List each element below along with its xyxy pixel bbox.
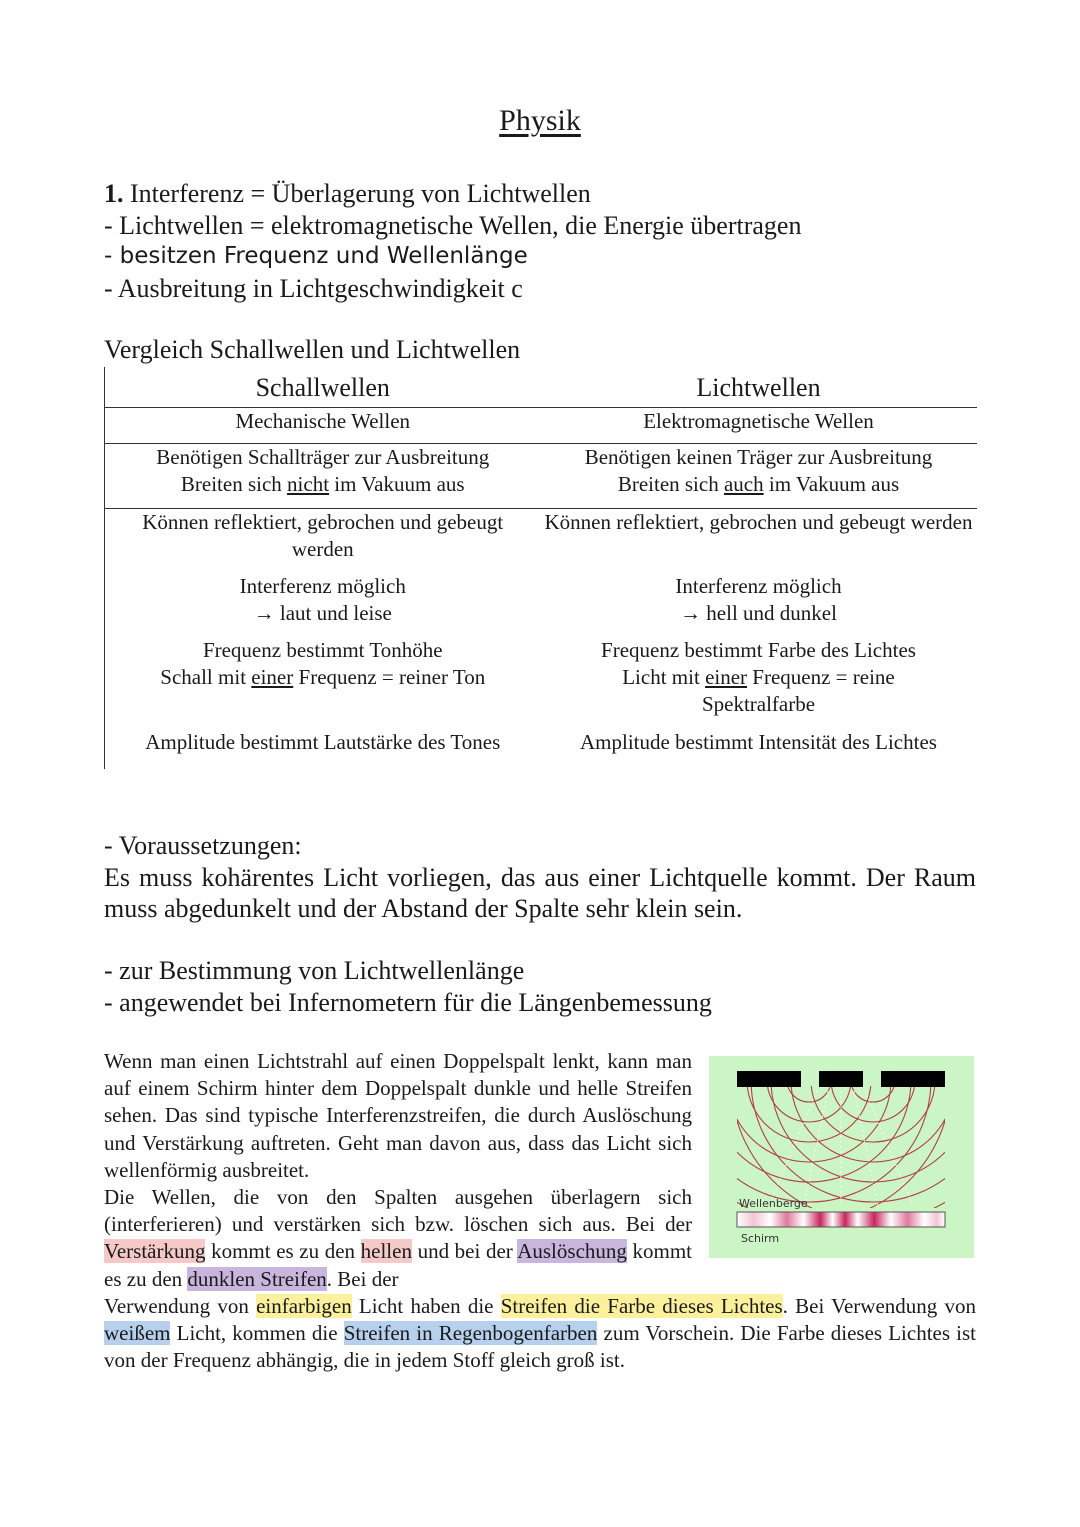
intro-line-2: - Lichtwellen = elektromagnetische Wellen, die Energie übertragen [104, 210, 802, 240]
text-fragment: kommt es zu den [205, 1239, 361, 1264]
table-row [105, 729, 977, 769]
text-fragment: Die Wellen, die von den Spalten ausgehen überlagern sich (interferieren) und verstärken sich bzw. löschen sich aus. Bei der [104, 1185, 692, 1237]
text-fragment: kommt es zu den [104, 1239, 693, 1291]
table-row [105, 408, 977, 444]
comparison-table [104, 367, 977, 769]
cell-line: Frequenz bestimmt Farbe des Lichtes [601, 637, 916, 662]
table-row [105, 444, 977, 509]
label-wellenberge: Wellenberge [739, 1197, 808, 1210]
highlight-ausloeschung: Auslöschung [517, 1239, 627, 1264]
text-fragment: und bei der [411, 1239, 518, 1264]
text-fragment: Licht mit [622, 664, 706, 689]
cell-line: Frequenz bestimmt Tonhöhe [202, 637, 443, 662]
cell-sound: Amplitude bestimmt Lautstärke des Tones [145, 729, 501, 754]
text-fragment: Breiten sich [180, 472, 288, 496]
highlight-hellen: hellen [360, 1239, 412, 1264]
cell-sound: Können reflektiert, gebrochen und gebeugt werden [142, 510, 504, 561]
cell-light: Elektromagnetische Wellen [541, 408, 977, 444]
table-header-row [105, 367, 977, 408]
table-row [105, 637, 977, 729]
intro-line-3: - besitzen Frequenz und Wellenlänge [104, 243, 528, 269]
cell-sound [105, 573, 541, 637]
comparison-title: Vergleich Schallwellen und Lichtwellen [104, 335, 521, 364]
intro-section [104, 178, 976, 304]
text-fragment: Frequenz = reine Spektralfarbe [701, 664, 895, 716]
header-light-waves: Lichtwellen [541, 367, 977, 408]
highlight-weissem: weißem [104, 1321, 171, 1346]
cell-light [541, 573, 977, 637]
section-number: 1. [104, 179, 124, 208]
cell-line [545, 471, 973, 498]
underlined-word: nicht [287, 472, 330, 496]
header-sound-waves: Schallwellen [105, 367, 541, 408]
cell-light: Können reflektiert, gebrochen und gebeugt werden [544, 510, 973, 534]
prerequisites-heading: - Voraussetzungen: [104, 831, 302, 860]
underlined-word: auch [723, 472, 764, 496]
cell-sound [105, 444, 541, 509]
prerequisites-section [104, 830, 976, 925]
cell-line [109, 664, 537, 691]
text-fragment: Breiten sich [617, 472, 724, 496]
table-row [105, 509, 977, 573]
page-title: Physik [499, 104, 581, 137]
text-fragment: im Vakuum aus [329, 472, 465, 496]
cell-line [109, 471, 537, 498]
underlined-word: einer [705, 664, 748, 689]
highlight-dunklen-streifen: dunklen Streifen [187, 1266, 327, 1291]
highlight-streifen-farbe: Streifen die Farbe dieses Lichtes [500, 1293, 783, 1318]
text-fragment: zum Vorschein. Die Farbe dieses Lichtes ist von der Frequenz abhängig, die in jedem Stoff gleich groß ist. [104, 1321, 976, 1373]
label-schirm: Schirm [741, 1232, 780, 1245]
cell-line: Interferenz möglich [675, 573, 842, 598]
cell-light [541, 444, 977, 509]
screen-fringes [737, 1212, 945, 1227]
cell-sound: Mechanische Wellen [105, 408, 541, 444]
text-fragment: Licht haben die [351, 1293, 501, 1318]
intro-line-1 [104, 178, 976, 210]
cell-light: Amplitude bestimmt Intensität des Lichtes [580, 729, 937, 754]
cell-line: Benötigen Schallträger zur Ausbreitung [156, 445, 490, 469]
intro-line-4: - Ausbreitung in Lichtgeschwindigkeit c [104, 273, 523, 303]
prerequisites-text: Es muss kohärentes Licht vorliegen, das aus einer Lichtquelle kommt. Der Raum muss abgedunkelt und der Abstand der Spalte sehr klein sein. [104, 862, 976, 923]
cell-line: → hell und dunkel [680, 600, 837, 625]
highlight-verstaerkung: Verstärkung [104, 1239, 206, 1264]
uses-section [104, 955, 976, 1018]
cell-line: Benötigen keinen Träger zur Ausbreitung [584, 445, 933, 469]
cell-line: Interferenz möglich [239, 573, 406, 598]
interference-lines [769, 1086, 913, 1206]
paragraph-part-1: Wenn man einen Lichtstrahl auf einen Doppelspalt lenkt, kann man auf einem Schirm hinter dem Doppelspalt dunkle und helle Streifen sehen. Das sind typische Interferenzstreifen, die durch Auslöschung und Verstärkung auftreten. Geht man davon aus, dass das Licht sich wellenförmig ausbreitet. [104, 1049, 692, 1182]
double-slit-diagram [709, 1056, 974, 1258]
paragraph-part-3 [104, 1293, 976, 1375]
text-fragment: . Bei Verwendung von [782, 1293, 977, 1318]
highlight-einfarbigen: einfarbigen [256, 1293, 352, 1318]
text-fragment: Schall mit [160, 664, 252, 689]
text-fragment: Frequenz = reiner Ton [293, 664, 486, 689]
cell-light [541, 637, 977, 729]
cell-line [545, 664, 973, 718]
text-fragment: Verwendung von [104, 1293, 257, 1318]
slit-barrier [737, 1071, 945, 1087]
intro-definition: Interferenz = Überlagerung von Lichtwellen [130, 179, 591, 208]
interference-pattern-illustration [709, 1056, 974, 1258]
text-fragment: im Vakuum aus [763, 472, 900, 496]
uses-line-2: - angewendet bei Infernometern für die Längenbemessung [104, 987, 712, 1017]
text-fragment: . Bei der [326, 1266, 399, 1291]
underlined-word: einer [251, 664, 294, 689]
cell-sound [105, 637, 541, 729]
table-row [105, 573, 977, 637]
uses-line-1: - zur Bestimmung von Lichtwellenlänge [104, 956, 525, 985]
text-fragment: Licht, kommen die [170, 1321, 344, 1346]
paragraph-part-2 [104, 1184, 692, 1293]
highlight-regenbogenfarben: Streifen in Regenbogenfarben [343, 1321, 598, 1346]
cell-line: → laut und leise [253, 600, 392, 625]
